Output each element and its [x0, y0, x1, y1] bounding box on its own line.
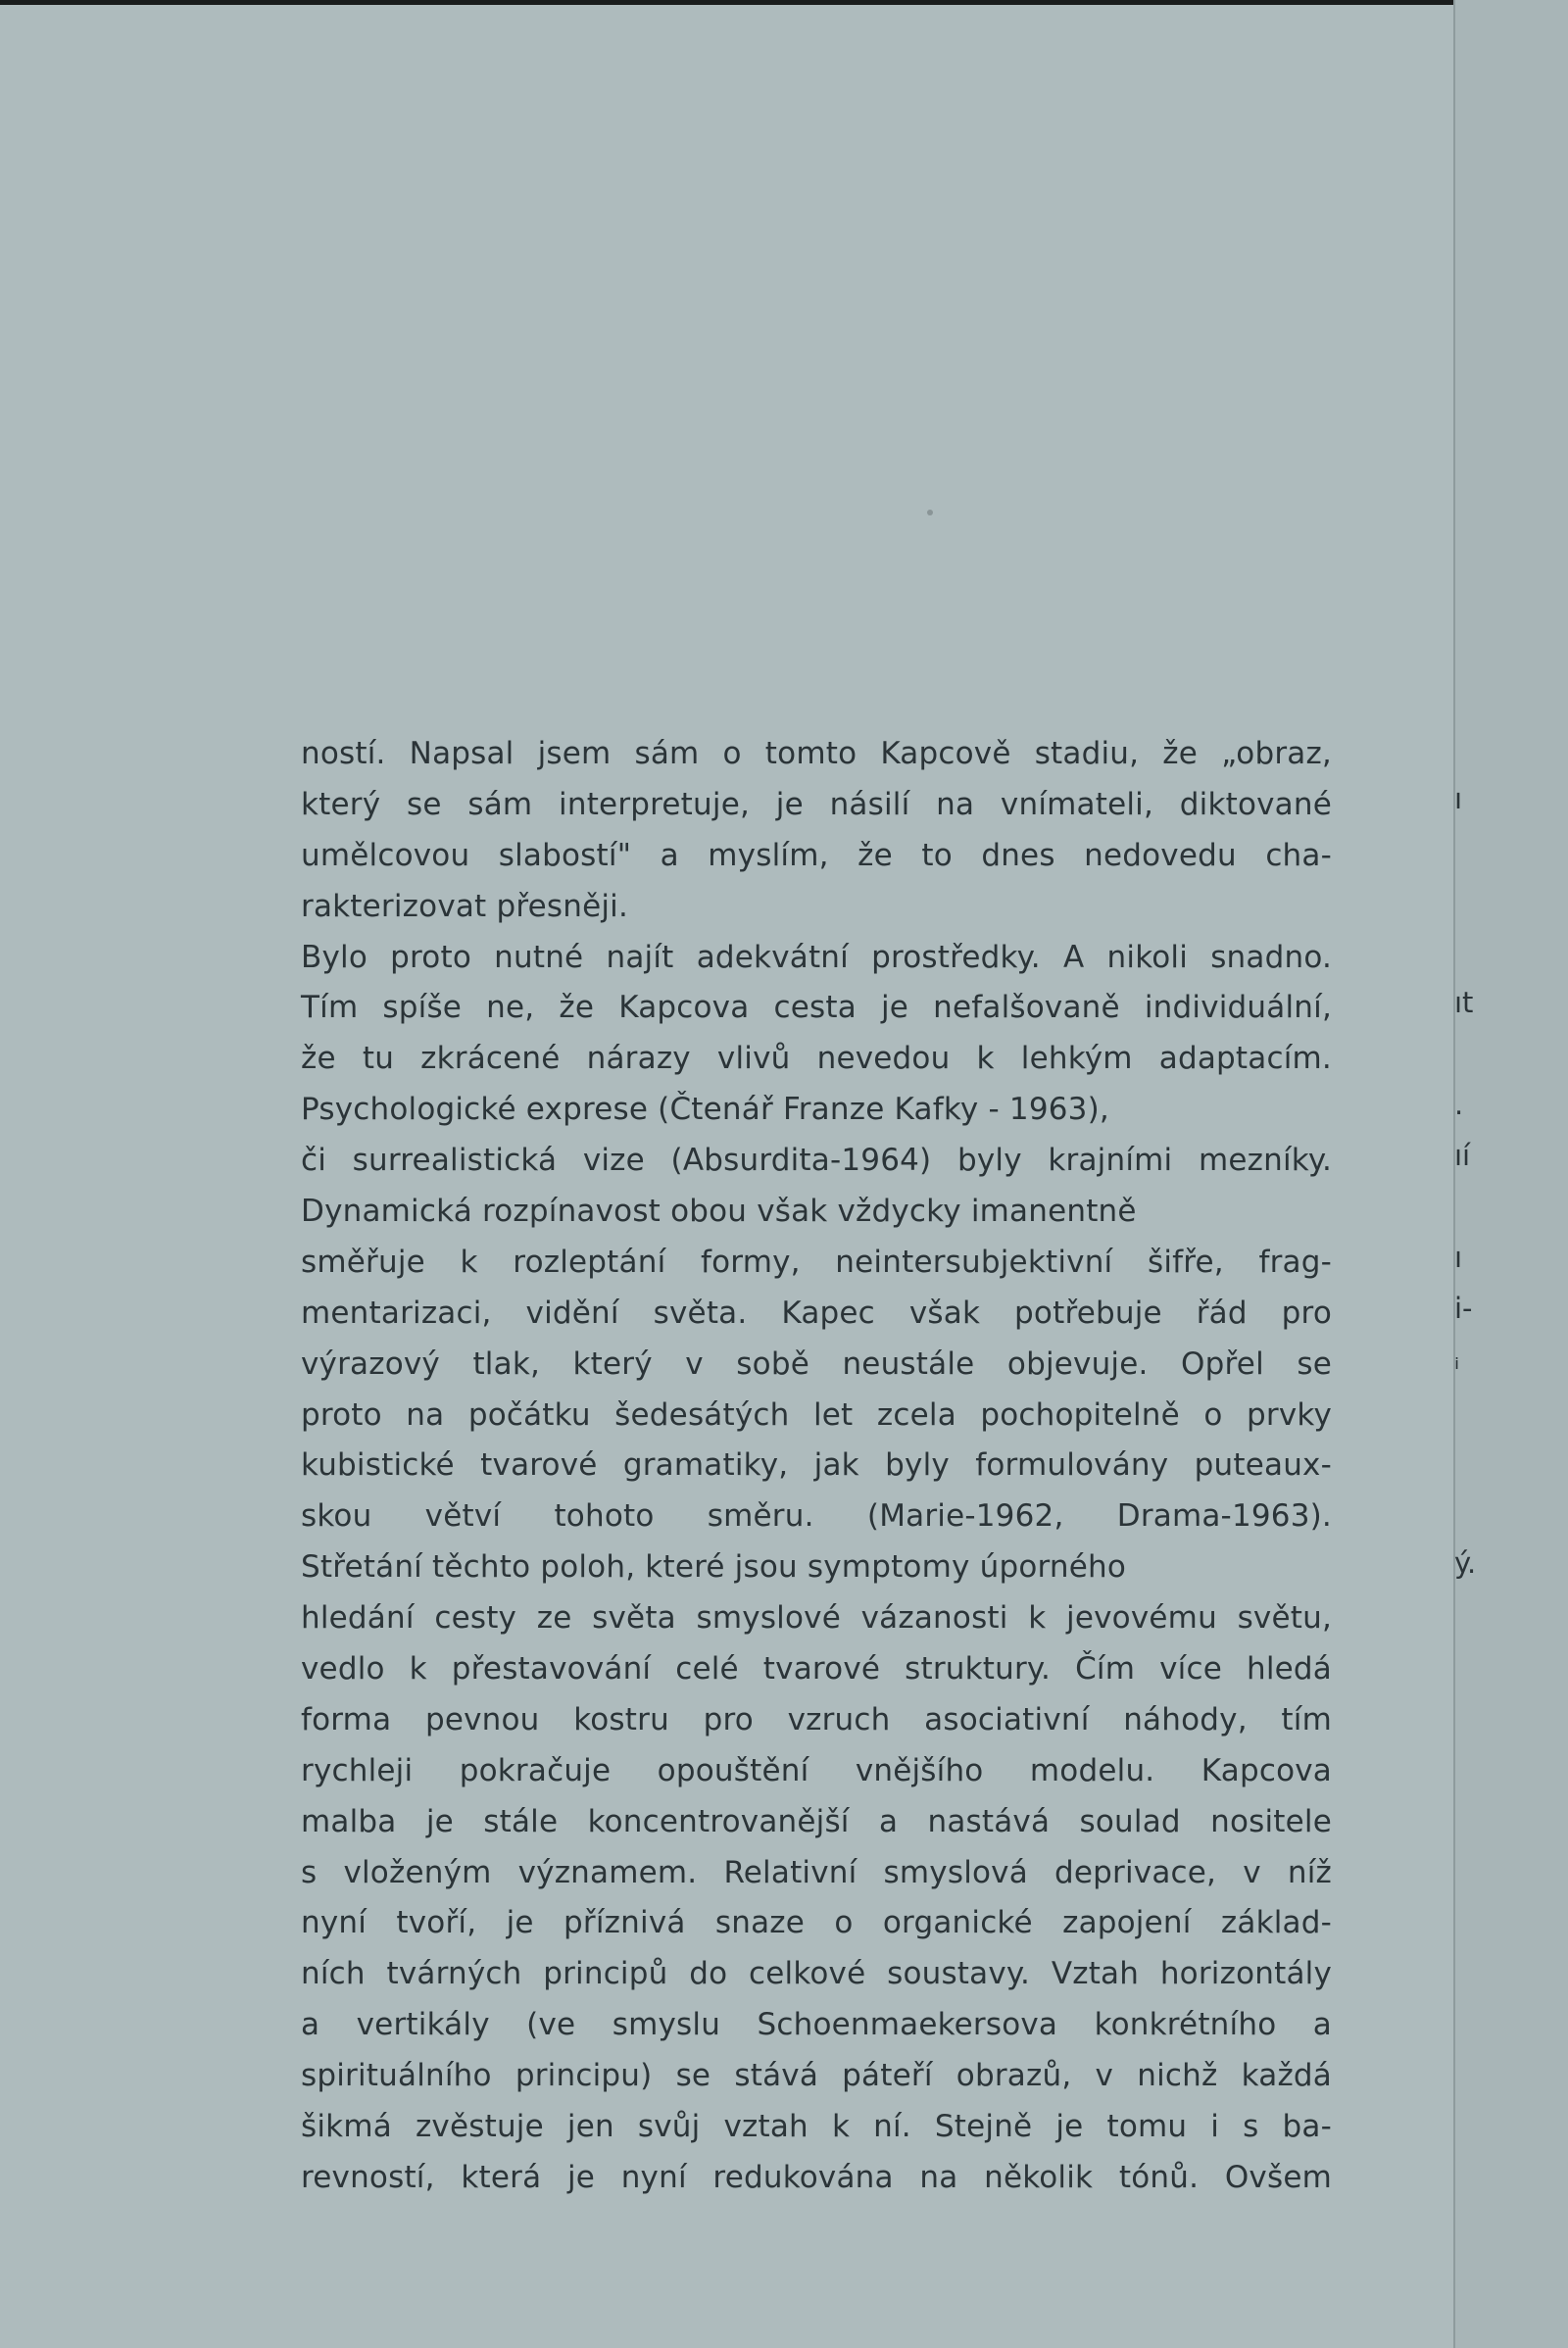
text-line: vedlo k přestavování celé tvarové struktury. Čím více hledá — [301, 1651, 1332, 1688]
text-line: Dynamická rozpínavost obou však vždycky imanentně — [301, 1194, 1137, 1230]
text-line: skou větví tohoto směru. (Marie-1962, Drama-1963). — [301, 1498, 1332, 1535]
text-line: mentarizaci, vidění světa. Kapec však potřebuje řád pro — [301, 1295, 1332, 1331]
text-line: proto na počátku šedesátých let zcela pochopitelně o prvky — [301, 1396, 1332, 1433]
text-line: který se sám interpretuje, je násilí na vnímateli, diktované — [301, 786, 1332, 822]
text-line: směřuje k rozleptání formy, neintersubjektivní šifře, frag- — [301, 1244, 1332, 1280]
margin-fragment: ᵢ — [1454, 1343, 1460, 1376]
text-line: že tu zkrácené nárazy vlivů nevedou k lehkým adaptacím. — [301, 1041, 1332, 1077]
text-line: forma pevnou kostru pro vzruch asociativní náhody, tím — [301, 1701, 1332, 1737]
adjacent-page-fragments — [1454, 0, 1513, 2348]
body-text — [301, 729, 1332, 2204]
text-line: spirituálního principu) se stává páteří obrazů, v nichž každá — [301, 2058, 1332, 2094]
margin-fragment: ı — [1454, 782, 1463, 815]
margin-fragment: i- — [1454, 1292, 1473, 1325]
margin-fragment: ıí — [1454, 1139, 1471, 1172]
text-line: a vertikály (ve smyslu Schoenmaekersova konkrétního a — [301, 2007, 1332, 2043]
text-line: šikmá zvěstuje jen svůj vztah k ní. Stejně je tomu i s ba- — [301, 2109, 1332, 2145]
text-line: s vloženým významem. Relativní smyslová deprivace, v níž — [301, 1854, 1332, 1890]
text-line: ností. Napsal jsem sám o tomto Kapcově stadiu, že „obraz, — [301, 736, 1332, 771]
top-edge-border — [0, 0, 1568, 5]
margin-fragment: ıt — [1454, 986, 1474, 1019]
text-line: nyní tvoří, je příznivá snaze o organické zapojení základ- — [301, 1905, 1332, 1941]
text-line: Tím spíše ne, že Kapcova cesta je nefalšovaně individuální, — [301, 990, 1332, 1026]
text-line: výrazový tlak, který v sobě neustále objevuje. Opřel se — [301, 1345, 1332, 1382]
paper-speck — [927, 510, 933, 515]
text-line: Střetání těchto poloh, které jsou symptomy úporného — [301, 1549, 1127, 1586]
text-line: revností, která je nyní redukována na několik tónů. Ovšem — [301, 2159, 1332, 2195]
text-line: kubistické tvarové gramatiky, jak byly formulovány puteaux- — [301, 1447, 1332, 1484]
margin-fragment: ı — [1454, 1241, 1463, 1274]
margin-fragment: . — [1454, 1088, 1464, 1121]
text-line: rakterizovat přesněji. — [301, 888, 629, 924]
text-line: ních tvárných principů do celkové soustavy. Vztah horizontály — [301, 1956, 1332, 1992]
text-line: malba je stále koncentrovanější a nastává soulad nositele — [301, 1803, 1332, 1839]
text-line: Bylo proto nutné najít adekvátní prostředky. A nikoli snadno. — [301, 939, 1332, 975]
text-line: či surrealistická vize (Absurdita-1964) byly krajními mezníky. — [301, 1143, 1332, 1179]
text-line: hledání cesty ze světa smyslové vázanosti k jevovému světu, — [301, 1600, 1332, 1637]
text-line: Psychologické exprese (Čtenář Franze Kafky - 1963), — [301, 1092, 1109, 1128]
margin-fragment: ý. — [1454, 1546, 1477, 1580]
text-line: rychleji pokračuje opouštění vnějšího modelu. Kapcova — [301, 1752, 1332, 1788]
text-line: umělcovou slabostí" a myslím, že to dnes nedovedu cha- — [301, 837, 1332, 873]
